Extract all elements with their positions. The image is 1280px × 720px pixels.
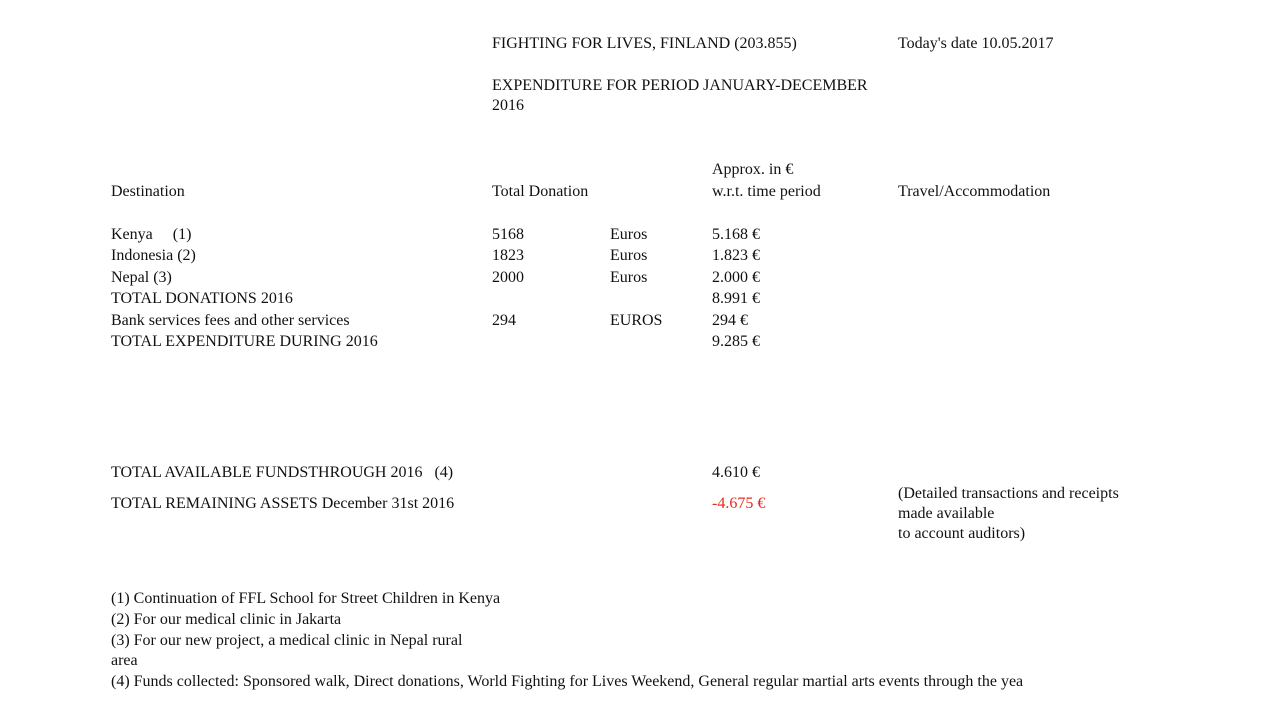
column-header-approx-line1: Approx. in € bbox=[712, 161, 794, 178]
auditor-note-line2: made available bbox=[898, 505, 995, 522]
row-approx: 8.991 € bbox=[712, 290, 760, 307]
total-remaining-label: TOTAL REMAINING ASSETS December 31st 2016 bbox=[111, 495, 455, 512]
row-amount: 2000 bbox=[492, 269, 524, 286]
footnote: (4) Funds collected: Sponsored walk, Direct donations, World Fighting for Lives Weekend, General regular martial arts events through the yea bbox=[111, 673, 1024, 690]
row-currency: Euros bbox=[610, 247, 648, 264]
todays-date: Today's date 10.05.2017 bbox=[898, 35, 1054, 52]
row-destination: TOTAL DONATIONS 2016 bbox=[111, 290, 293, 307]
auditor-note-line3: to account auditors) bbox=[898, 525, 1026, 542]
row-currency: Euros bbox=[610, 226, 648, 243]
column-header-travel: Travel/Accommodation bbox=[898, 183, 1051, 200]
row-approx: 1.823 € bbox=[712, 247, 760, 264]
row-amount: 294 bbox=[492, 312, 516, 329]
column-header-total-donation: Total Donation bbox=[492, 183, 589, 200]
org-title: FIGHTING FOR LIVES, FINLAND (203.855) bbox=[492, 35, 797, 52]
column-header-destination: Destination bbox=[111, 183, 185, 200]
row-currency: EUROS bbox=[610, 312, 663, 329]
row-destination: Bank services fees and other services bbox=[111, 312, 350, 329]
row-approx: 2.000 € bbox=[712, 269, 760, 286]
footnote: area bbox=[111, 652, 138, 669]
row-destination: Kenya (1) bbox=[111, 226, 192, 243]
row-destination: TOTAL EXPENDITURE DURING 2016 bbox=[111, 333, 378, 350]
total-available-label: TOTAL AVAILABLE FUNDSTHROUGH 2016 (4) bbox=[111, 464, 454, 481]
row-approx: 9.285 € bbox=[712, 333, 760, 350]
period-title-line2: 2016 bbox=[492, 97, 524, 114]
row-destination: Nepal (3) bbox=[111, 269, 172, 286]
footnote: (3) For our new project, a medical clinic in Nepal rural bbox=[111, 632, 463, 649]
footnote: (2) For our medical clinic in Jakarta bbox=[111, 611, 342, 628]
row-amount: 1823 bbox=[492, 247, 524, 264]
row-destination: Indonesia (2) bbox=[111, 247, 196, 264]
row-currency: Euros bbox=[610, 269, 648, 286]
auditor-note-line1: (Detailed transactions and receipts bbox=[898, 485, 1119, 502]
row-approx: 294 € bbox=[712, 312, 748, 329]
period-title-line1: EXPENDITURE FOR PERIOD JANUARY-DECEMBER bbox=[492, 77, 868, 94]
row-amount: 5168 bbox=[492, 226, 524, 243]
total-remaining-value: -4.675 € bbox=[712, 495, 766, 512]
column-header-approx-line2: w.r.t. time period bbox=[712, 183, 821, 200]
footnote: (1) Continuation of FFL School for Street Children in Kenya bbox=[111, 590, 501, 607]
total-available-value: 4.610 € bbox=[712, 464, 760, 481]
row-approx: 5.168 € bbox=[712, 226, 760, 243]
